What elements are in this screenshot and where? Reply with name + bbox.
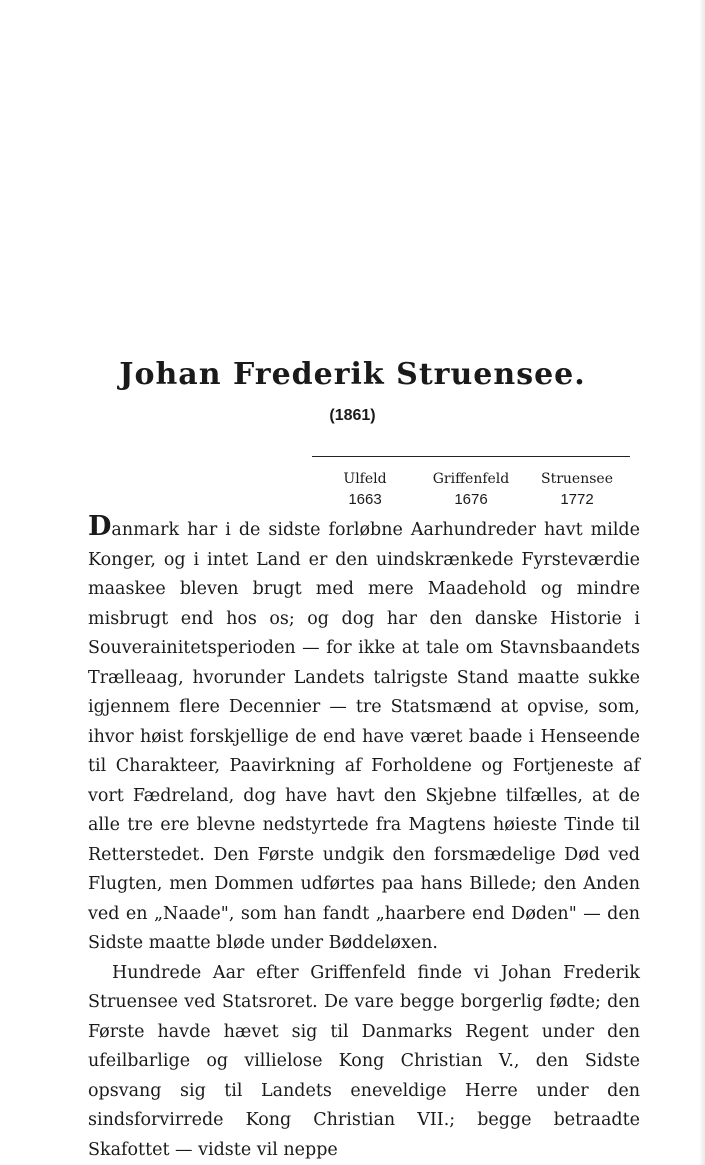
timeline-year: 1772 <box>560 491 594 508</box>
timeline-name: Struensee <box>541 471 613 487</box>
paragraph-1 <box>88 511 640 959</box>
timeline-name: Ulfeld <box>343 471 387 487</box>
paragraph-text: Hundrede Aar efter Griffenfeld finde vi Johan Frederik Struensee ved Statsroret. De vare begge borgerlig fødte; den Første havde hævet sig til Danmarks Regent under den ufeilbarlige og villielose Kong Christian V., den Sidste opsvang sig til Landets eneveldige Herre under den sindsforvirrede Kong Christian VII.; begge betraadte Skafottet — vidste vil neppe <box>88 962 640 1160</box>
paragraph-text: anmark har i de sidste forløbne Aarhundreder havt milde Konger, og i intet Land er den uindskrænkede Fyrsteværdie maaskee bleven brugt med mere Maadehold og mindre misbrugt end hos os; og dog har den danske Historie i Souverainitetsperioden — for ikke at tale om Stavnsbaandets Trælleaag, hvorunder Landets talrigste Stand maatte sukke igjennem flere Decennier — tre Statsmænd at opvise, som, ihvor høist forskjellige de end have været baade i Henseende til Charakteer, Paavirkning af Forholdene og Fortjeneste af vort Fædreland, dog have havt den Skjebne tilfælles, at de alle tre ere blevne nedstyrtede fra Magtens høieste Tinde til Retterstedet. Den Første undgik den forsmædelige Død ved Flugten, men Dommen udførtes paa hans Billede; den Anden ved en „Naade", som han fandt „haarbere end Døden" — den Sidste maatte bløde under Bøddeløxen. <box>88 520 640 953</box>
timeline-year: 1663 <box>348 491 382 508</box>
timeline-name: Griffenfeld <box>432 471 510 487</box>
paragraph-2 <box>88 959 640 1165</box>
timeline-year: 1676 <box>454 491 488 508</box>
timeline-years <box>312 491 630 509</box>
drop-cap: D <box>88 511 112 542</box>
timeline-rule <box>312 456 630 457</box>
chapter-title: Johan Frederik Struensee. <box>119 357 586 392</box>
chapter-year: (1861) <box>329 407 376 424</box>
timeline-names <box>312 470 630 488</box>
page-edge <box>699 0 705 1165</box>
body-text <box>88 511 640 1165</box>
